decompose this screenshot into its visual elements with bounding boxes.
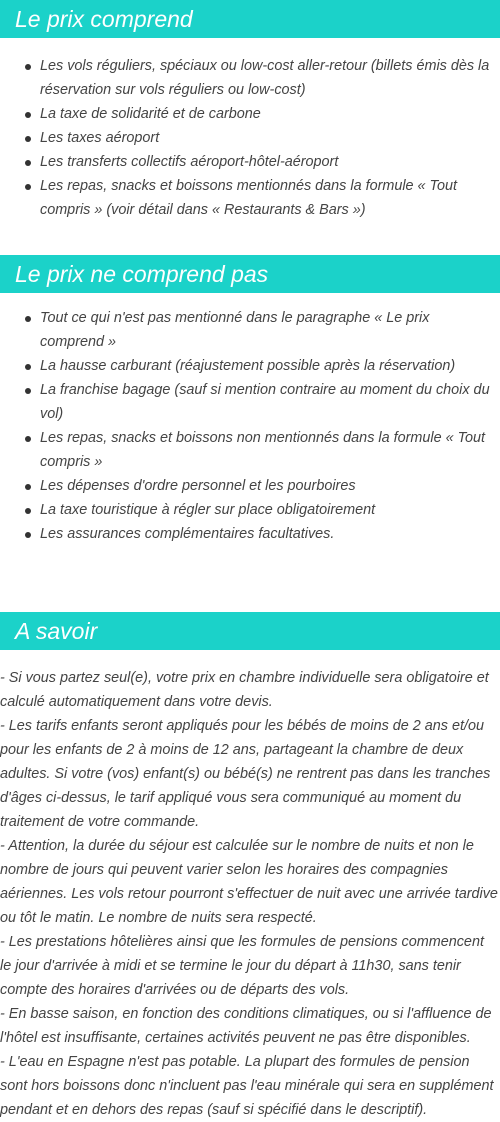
paragraph: - Les tarifs enfants seront appliqués pour les bébés de moins de 2 ans et/ou pour les enfants de 2 à moins de 12 ans, partageant la chambre de deux adultes. Si votre (vos) enfant(s) ou bébé(s) ne rentrent pas dans les tranches d'âges ci-dessus, le tarif appliqué vous sera communiqué au moment du traitement de votre commande. — [0, 718, 491, 830]
bullet-icon — [25, 484, 31, 490]
list-item-text: La franchise bagage (sauf si mention contraire au moment du choix du vol) — [40, 382, 490, 422]
list-item-text: Tout ce qui n'est pas mentionné dans le paragraphe « Le prix comprend » — [40, 310, 430, 350]
list-item — [0, 378, 500, 426]
list-item — [0, 522, 500, 546]
paragraph: - Attention, la durée du séjour est calculée sur le nombre de nuits et non le nombre de jours qui peuvent varier selon les horaires des compagnies aériennes. Les vols retour pourront s'effectuer de nuit avec une arrivée tardive ou tôt le matin. Le nombre de nuits sera respecté. — [0, 838, 498, 926]
bullet-icon — [25, 64, 31, 70]
good-to-know-heading: A savoir — [0, 612, 500, 650]
list-item-text: Les vols réguliers, spéciaux ou low-cost aller-retour (billets émis dès la réservation sur vols réguliers ou low-cost) — [40, 58, 490, 98]
bullet-icon — [25, 364, 31, 370]
list-item-text: Les assurances complémentaires facultatives. — [40, 526, 335, 542]
list-item-text: Les transferts collectifs aéroport-hôtel-aéroport — [40, 154, 339, 170]
bullet-icon — [25, 436, 31, 442]
list-item — [0, 354, 500, 378]
bullet-icon — [25, 184, 31, 190]
bullet-icon — [25, 136, 31, 142]
bullet-icon — [25, 508, 31, 514]
list-item-text: Les dépenses d'ordre personnel et les pourboires — [40, 478, 356, 494]
excluded-list — [0, 293, 500, 612]
list-item — [0, 426, 500, 474]
list-item — [0, 54, 500, 102]
list-item — [0, 306, 500, 354]
list-item — [0, 126, 500, 150]
list-item — [0, 174, 500, 222]
list-item-text: Les repas, snacks et boissons non mentionnés dans la formule « Tout compris » — [40, 430, 486, 470]
excluded-heading: Le prix ne comprend pas — [0, 255, 500, 293]
excluded-section — [0, 255, 500, 612]
list-item-text: Les repas, snacks et boissons mentionnés dans la formule « Tout compris » (voir détail dans « Restaurants & Bars ») — [40, 178, 458, 218]
included-heading: Le prix comprend — [0, 0, 500, 38]
included-list — [0, 38, 500, 255]
paragraph: - Si vous partez seul(e), votre prix en chambre individuelle sera obligatoire et calculé automatiquement dans votre devis. — [0, 670, 489, 710]
good-to-know-section — [0, 612, 500, 1122]
list-item-text: Les taxes aéroport — [40, 130, 160, 146]
included-section — [0, 0, 500, 255]
bullet-icon — [25, 532, 31, 538]
bullet-icon — [25, 112, 31, 118]
list-item — [0, 498, 500, 522]
bullet-icon — [25, 388, 31, 394]
list-item — [0, 102, 500, 126]
list-item — [0, 474, 500, 498]
list-item-text: La taxe de solidarité et de carbone — [40, 106, 261, 122]
bullet-icon — [25, 160, 31, 166]
list-item-text: La hausse carburant (réajustement possible après la réservation) — [40, 358, 456, 374]
good-to-know-text — [0, 650, 500, 1122]
paragraph: - L'eau en Espagne n'est pas potable. La plupart des formules de pension sont hors boissons donc n'incluent pas l'eau minérale qui sera en supplément pendant et en dehors des repas (sauf si spécifié dans le descriptif). — [0, 1054, 494, 1118]
list-item-text: La taxe touristique à régler sur place obligatoirement — [40, 502, 376, 518]
paragraph: - Les prestations hôtelières ainsi que les formules de pensions commencent le jour d'arrivée à midi et se termine le jour du départ à 11h30, sans tenir compte des horaires d'arrivées ou de départs des vols. — [0, 934, 484, 998]
paragraph: - En basse saison, en fonction des conditions climatiques, ou si l'affluence de l'hôtel est insuffisante, certaines activités peuvent ne pas être disponibles. — [0, 1006, 492, 1046]
bullet-icon — [25, 316, 31, 322]
list-item — [0, 150, 500, 174]
